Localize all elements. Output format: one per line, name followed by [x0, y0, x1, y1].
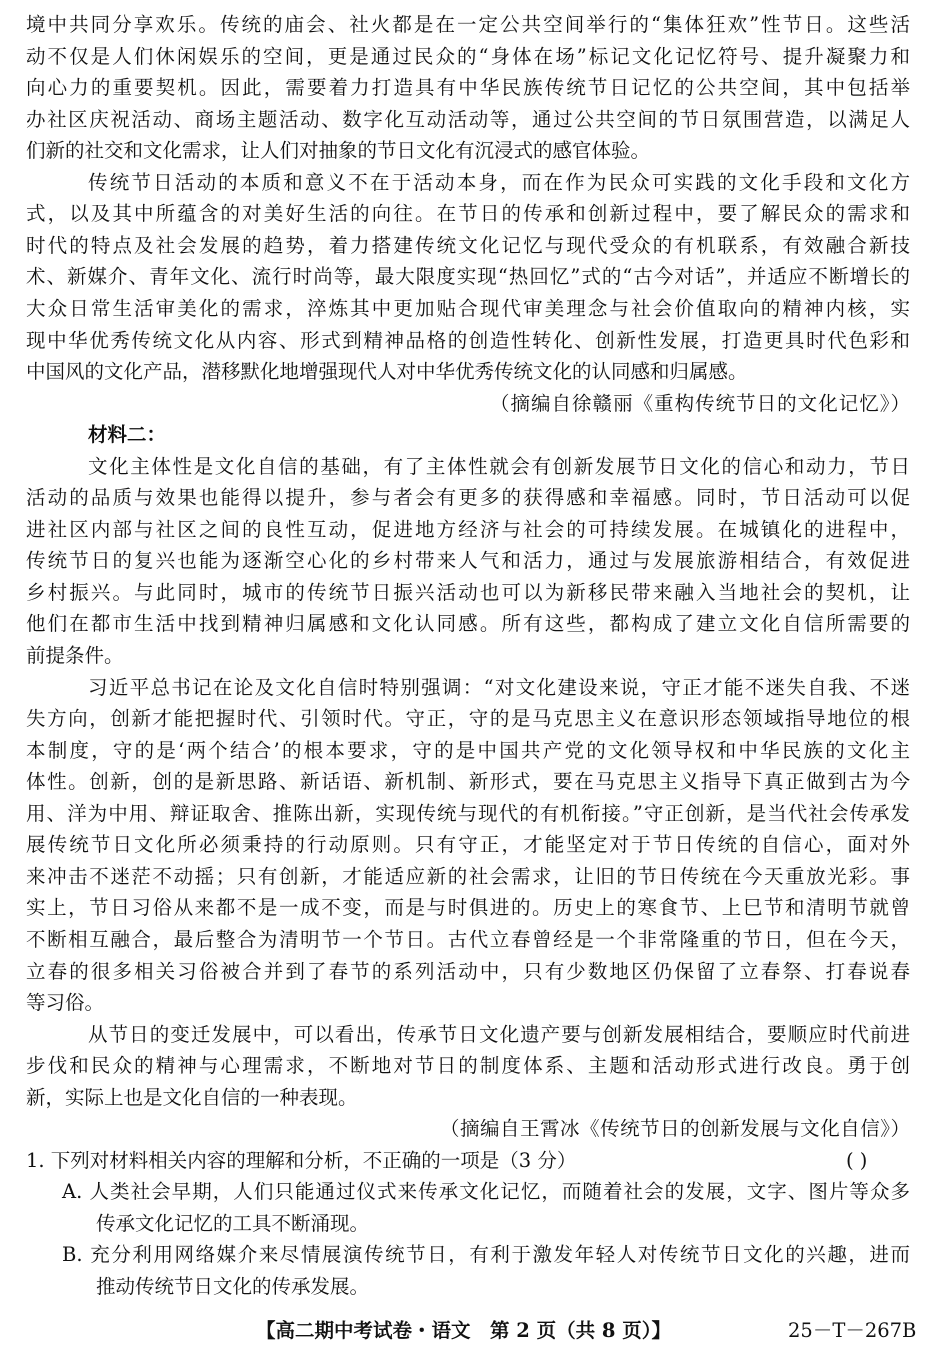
footer-code: 25－T－267B	[788, 1319, 917, 1342]
text-line: 从节日的变迁发展中，可以看出，传承节日文化遗产要与创新发展相结合，要顺应时代前进	[88, 1023, 910, 1046]
text-line: 他们在都市生活中找到精神归属感和文化认同感。所有这些，都构成了建立文化自信所需要的	[26, 612, 910, 635]
text-line: A. 人类社会早期，人们只能通过仪式来传承文化记忆，而随着社会的发展，文字、图片等众多	[62, 1180, 910, 1203]
text-line: 传承文化记忆的工具不断涌现。	[96, 1212, 370, 1235]
text-line: 乡村振兴。与此同时，城市的传统节日振兴活动也可以为新移民带来融入当地社会的契机，让	[26, 581, 910, 604]
text-line: 传统节日的复兴也能为逐渐空心化的乡村带来人气和活力，通过与发展旅游相结合，有效促进	[26, 549, 910, 572]
text-line: 文化主体性是文化自信的基础，有了主体性就会有创新发展节日文化的信心和动力，节日	[88, 455, 910, 478]
text-line: 们新的社交和文化需求，让人们对抽象的节日文化有沉浸式的感官体验。	[26, 139, 651, 162]
text-line: 新，实际上也是文化自信的一种表现。	[26, 1086, 358, 1109]
text-line: 传统节日活动的本质和意义不在于活动本身，而在作为民众可实践的文化手段和文化方	[88, 171, 910, 194]
text-line: 向心力的重要契机。因此，需要着力打造具有中华民族传统节日记忆的公共空间，其中包括举	[26, 76, 910, 99]
text-line: 展传统节日文化所必须秉持的行动原则。只有守正，才能坚定对于节日传统的自信心，面对外	[26, 833, 910, 856]
text-line: 等习俗。	[26, 991, 105, 1014]
text-line: 步伐和民众的精神与心理需求，不断地对节日的制度体系、主题和活动形式进行改良。勇于创	[26, 1054, 910, 1077]
text-line: 用、洋为中用、辩证取舍、推陈出新，实现传统与现代的有机衔接。”守正创新，是当代社会传承发	[26, 802, 910, 825]
text-line: 立春的很多相关习俗被合并到了春节的系列活动中，只有少数地区仍保留了立春祭、打春说春	[26, 960, 910, 983]
text-line: 实上，节日习俗从来都不是一成不变，而是与时俱进的。历史上的寒食节、上巳节和清明节就曾	[26, 896, 910, 919]
answer-box[interactable]: ( )	[846, 1149, 868, 1172]
text-line: 推动传统节日文化的传承发展。	[96, 1275, 370, 1298]
text-line: 来冲击不迷茫不动摇；只有创新，才能适应新的社会需求，让旧的节日传统在今天重放光彩。事	[26, 865, 910, 888]
text-line: 1. 下列对材料相关内容的理解和分析，不正确的一项是（3 分） ( )	[26, 1144, 576, 1178]
text-line: B. 充分利用网络媒介来尽情展演传统节日，有利于激发年轻人对传统节日文化的兴趣，进而	[62, 1243, 910, 1266]
text-line: 中国风的文化产品，潜移默化地增强现代人对中华优秀传统文化的认同感和归属感。	[26, 360, 748, 383]
text-line: 动不仅是人们休闲娱乐的空间，更是通过民众的“身体在场”标记文化记忆符号、提升凝聚力和	[26, 45, 910, 68]
text-line: 术、新媒介、青年文化、流行时尚等，最大限度实现“热回忆”式的“古今对话”，并适应不断增长的	[26, 265, 910, 288]
text-line: 本制度，守的是‘两个结合’的根本要求，守的是中国共产党的文化领导权和中华民族的文化主	[26, 739, 910, 762]
text-line: 失方向，创新才能把握时代、引领时代。守正，守的是马克思主义在意识形态领域指导地位的根	[26, 707, 910, 730]
text-line: 进社区内部与社区之间的良性互动，促进地方经济与社会的可持续发展。在城镇化的进程中，	[26, 518, 910, 541]
text-line: 办社区庆祝活动、商场主题活动、数字化互动活动等，通过公共空间的节日氛围营造，以满足人	[26, 108, 910, 131]
section-heading: 材料二：	[88, 423, 167, 446]
footer-title: 【高二期中考试卷・语文 第 2 页（共 8 页）】	[256, 1319, 672, 1342]
text-line: 时代的特点及社会发展的趋势，着力搭建传统文化记忆与现代受众的有机联系，有效融合新技	[26, 234, 910, 257]
text-line: 不断相互融合，最后整合为清明节一个节日。古代立春曾经是一个非常隆重的节日，但在今天，	[26, 928, 910, 951]
text-line: 现中华优秀传统文化从内容、形式到精神品格的创造性转化、创新性发展，打造更具时代色彩和	[26, 329, 910, 352]
text-line: 活动的品质与效果也能得以提升，参与者会有更多的获得感和幸福感。同时，节日活动可以促	[26, 486, 910, 509]
text-line: 大众日常生活审美化的需求，淬炼其中更加贴合现代审美理念与社会价值取向的精神内核，实	[26, 297, 910, 320]
text-line: （摘编自徐赣丽《重构传统节日的文化记忆》）	[490, 392, 910, 415]
text-line: 前提条件。	[26, 644, 124, 667]
text-line: 体性。创新，创的是新思路、新话语、新机制、新形式，要在马克思主义指导下真正做到古为今	[26, 770, 910, 793]
text-line: 习近平总书记在论及文化自信时特别强调：“对文化建设来说，守正才能不迷失自我、不迷	[88, 676, 910, 699]
text-line: 式，以及其中所蕴含的对美好生活的向往。在节日的传承和创新过程中，要了解民众的需求和	[26, 202, 910, 225]
text-line: （摘编自王霄冰《传统节日的创新发展与文化自信》）	[440, 1117, 910, 1140]
text-line: 境中共同分享欢乐。传统的庙会、社火都是在一定公共空间举行的“集体狂欢”性节日。这些活	[26, 13, 910, 36]
